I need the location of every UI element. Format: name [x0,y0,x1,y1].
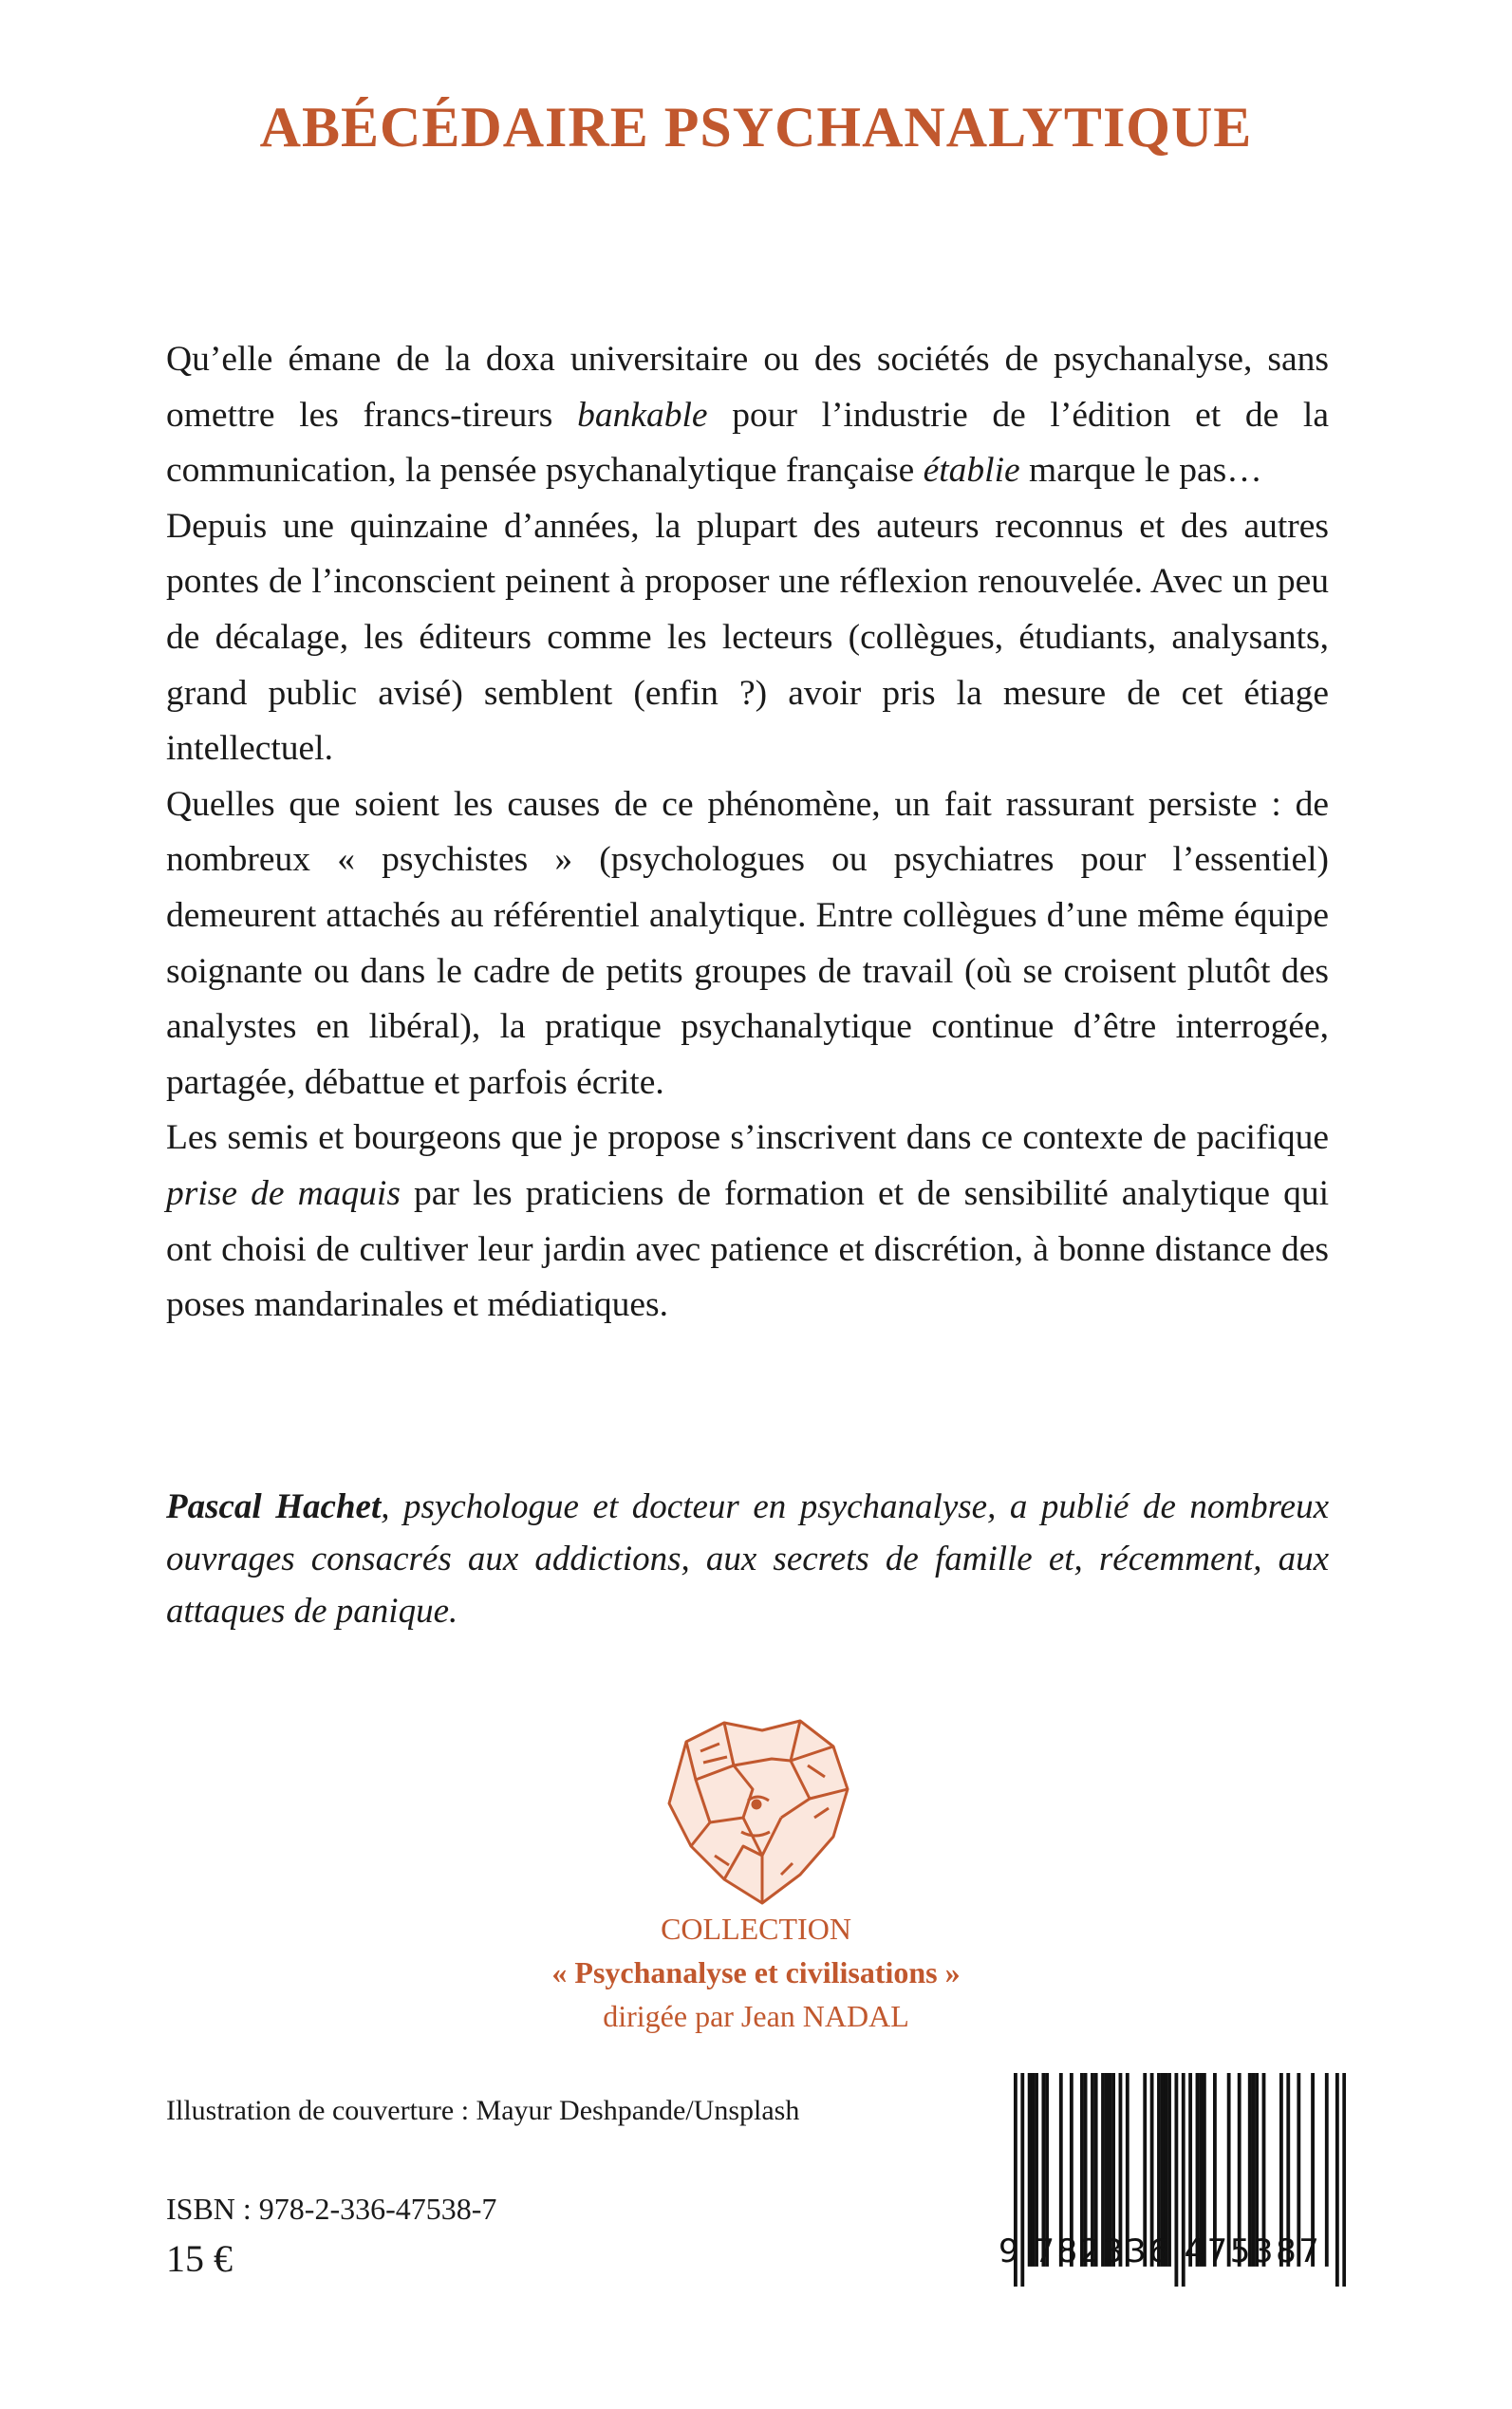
author-bio [166,1481,1329,1637]
price: 15 € [166,2237,233,2280]
author-name: Pascal Hachet [166,1487,382,1526]
collection-name: « Psychanalyse et civilisations » [551,1955,961,1989]
collection-block [0,1907,1512,2038]
collection-label: COLLECTION [661,1912,851,1946]
blurb-paragraph-4: Les semis et bourgeons que je propose s’inscrivent dans ce contexte de pacifique prise de maquis par les praticiens de formation et de sensibilité analytique qui ont choisi de cultiver leur jardin avec patience et discrétion, à bonne distance des poses mandarinales et médiatiques. [166,1118,1329,1325]
harmattan-head-logo-icon [658,1713,857,1908]
barcode-number: 9 782336 475387 [999,2232,1322,2270]
blurb-paragraph-3: Quelles que soient les causes de ce phénomène, un fait rassurant persiste : de nombreux « psychistes » (psychologues ou psychiatres pour l’essentiel) demeurent attachés au référentiel analytique. Entre collègues d’une même équipe soignante ou dans le cadre de petits groupes de travail (où se croisent plutôt des analystes en libéral), la pratique psychanalytique continue d’être interrogée, partagée, débattue et parfois écrite. [166,784,1329,1102]
back-cover-blurb [166,332,1329,1334]
author-bio-text: , psychologue et docteur en psychanalyse, a publié de nombreux ouvrages consacrés aux addictions, aux secrets de famille et, récemment, aux attaques de panique. [166,1487,1329,1631]
blurb-paragraph-2: Depuis une quinzaine d’années, la plupart des auteurs reconnus et des autres pontes de l’inconscient peinent à proposer une réflexion renouvelée. Avec un peu de décalage, les éditeurs comme les lecteurs (collègues, étudiants, analysants, grand public avisé) semblent (enfin ?) avoir pris la mesure de cet étiage intellectuel. [166,506,1329,769]
collection-director: dirigée par Jean NADAL [603,1999,909,2033]
illustration-credit: Illustration de couverture : Mayur Deshpande/Unsplash [166,2095,800,2126]
isbn: ISBN : 978-2-336-47538-7 [166,2192,497,2226]
blurb-paragraph-1: Qu’elle émane de la doxa universitaire ou des sociétés de psychanalyse, sans omettre les francs-tireurs bankable pour l’industrie de l’édition et de la communication, la pensée psychanalytique française établie marque le pas… [166,340,1329,491]
book-title: ABÉCÉDAIRE PSYCHANALYTIQUE [259,96,1253,159]
